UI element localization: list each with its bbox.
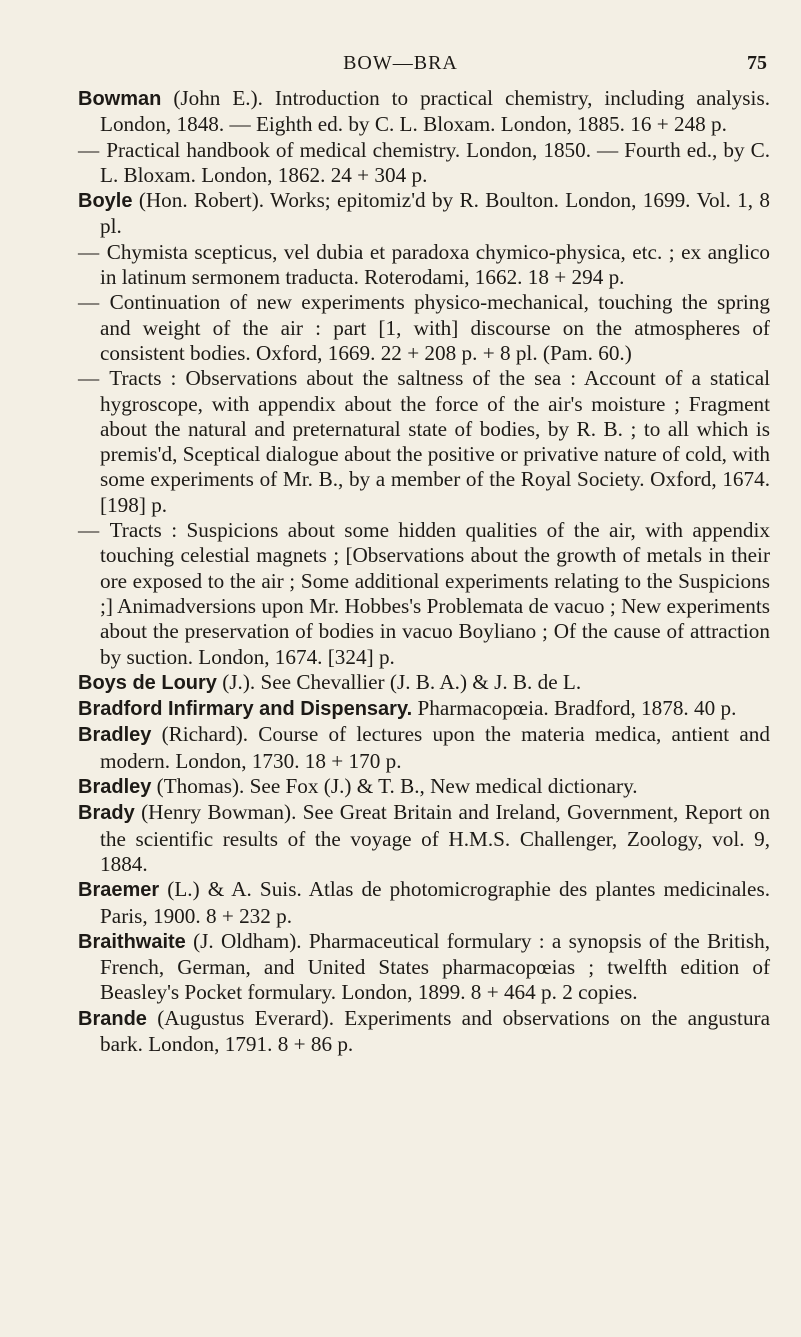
entry-heading: Brady bbox=[78, 802, 135, 825]
entry-heading: Boys de Loury bbox=[78, 671, 217, 694]
entry-text: (John E.). Introduction to practical chemistry, including analysis. London, 1848. — Eighth ed. by C. L. Bloxam. London, 1885. 16 + 248 p. bbox=[100, 86, 770, 137]
entry-dash: — bbox=[78, 366, 110, 391]
entry-heading: Brande bbox=[78, 1007, 147, 1030]
entry-text: (Hon. Robert). Works; epitomiz'd by R. Boulton. London, 1699. Vol. 1, 8 pl. bbox=[100, 188, 770, 239]
entry-heading: Braemer bbox=[78, 879, 160, 902]
entry-dash: — bbox=[78, 290, 110, 315]
entry-braemer bbox=[78, 877, 770, 929]
entry-text: Practical handbook of medical chemistry. London, 1850. — Fourth ed., by C. L. Bloxam. London, 1862. 24 + 304 p. bbox=[100, 137, 770, 187]
entry-boyle bbox=[78, 188, 770, 240]
entry-dash: — bbox=[78, 518, 110, 543]
entry-text: Tracts : Observations about the saltness of the sea : Account of a statical hygroscope, with appendix about the force of the air's moisture ; Fragment about the natural and preternatural state of bodies, by R. B. ; to all which is premis'd, Sceptical dialogue about the positive or privative nature of cold, with some experiments of Mr. B., by a member of the Royal Society. Oxford, 1674. [198] p. bbox=[100, 366, 771, 517]
entry-boyle-tracts-saltness bbox=[78, 366, 770, 518]
entry-text: Chymista scepticus, vel dubia et paradoxa chymico-physica, etc. ; ex anglico in latinum sermonem traducta. Roterodami, 1662. 18 + 294 p. bbox=[100, 239, 770, 290]
entry-text: Continuation of new experiments physico-mechanical, touching the spring and weight of the air : part [1, with] discourse on the atmospheres of consistent bodies. Oxford, 1669. 22 + 208 p. + 8 pl. (Pam. 60.) bbox=[100, 290, 770, 365]
entry-heading: Boyle bbox=[78, 190, 133, 213]
entry-text: (J. Oldham). Pharmaceutical formulary : a synopsis of the British, French, German, and United States pharmacopœias ; twelfth edition of Beasley's Pocket formulary. London, 1899. 8 + 464 p. 2 copies. bbox=[100, 928, 770, 1005]
entry-text: (Richard). Course of lectures upon the materia medica, antient and modern. London, 1730. 18 + 170 p. bbox=[100, 722, 770, 773]
entry-braithwaite bbox=[78, 929, 770, 1006]
entry-heading: Bowman bbox=[78, 88, 162, 110]
running-title: BOW—BRA bbox=[343, 52, 458, 74]
entry-text: Pharmacopœia. Bradford, 1878. 40 p. bbox=[412, 696, 737, 721]
entry-heading: Bradley bbox=[78, 724, 152, 747]
entry-dash: — bbox=[78, 239, 107, 264]
entry-boys-de-loury bbox=[78, 670, 770, 696]
entry-text: Tracts : Suspicions about some hidden qualities of the air, with appendix touching celestial magnets ; [Observations about the growth of metals in their ore exposed to the air ; Some additional experiments relating to the Suspicions ;] Animadversions upon Mr. Hobbes's Problemata de vacuo ; New experiments about the preservation of bodies in vacuo Boyliano ; Of the cause of attraction by suction. London, 1674. [324] p. bbox=[100, 518, 771, 669]
entry-text: (L.) & A. Suis. Atlas de photomicrographie des plantes medicinales. Paris, 1900. 8 + 232 p. bbox=[100, 877, 770, 928]
entry-brande bbox=[78, 1006, 770, 1058]
entry-heading: Bradley bbox=[78, 776, 152, 799]
entry-bradley-richard bbox=[78, 722, 770, 774]
entry-heading: Braithwaite bbox=[78, 930, 186, 953]
entry-bowman-practical-handbook bbox=[78, 138, 770, 189]
entry-text: (Henry Bowman). See Great Britain and Ireland, Government, Report on the scientific results of the voyage of H.M.S. Challenger, Zoology, vol. 9, 1884. bbox=[100, 800, 770, 876]
entry-brady bbox=[78, 800, 770, 877]
entry-text: (J.). See Chevallier (J. B. A.) & J. B. de L. bbox=[216, 669, 582, 694]
entry-bowman bbox=[78, 86, 770, 138]
entry-boyle-continuation bbox=[78, 290, 770, 366]
running-head bbox=[0, 52, 801, 80]
entry-heading: Bradford Infirmary and Dispensary. bbox=[78, 698, 413, 721]
entry-list bbox=[78, 86, 770, 1057]
entry-bradford-infirmary bbox=[78, 696, 770, 722]
entry-bradley-thomas bbox=[78, 774, 770, 800]
page-number: 75 bbox=[747, 52, 767, 74]
entry-boyle-tracts-suspicions bbox=[78, 518, 770, 670]
entry-text: (Augustus Everard). Experiments and observations on the angustura bark. London, 1791. 8 + 86 p. bbox=[100, 1005, 770, 1056]
entry-dash: — bbox=[78, 137, 107, 162]
entry-boyle-chymista bbox=[78, 240, 770, 291]
entry-text: (Thomas). See Fox (J.) & T. B., New medical dictionary. bbox=[151, 774, 638, 799]
